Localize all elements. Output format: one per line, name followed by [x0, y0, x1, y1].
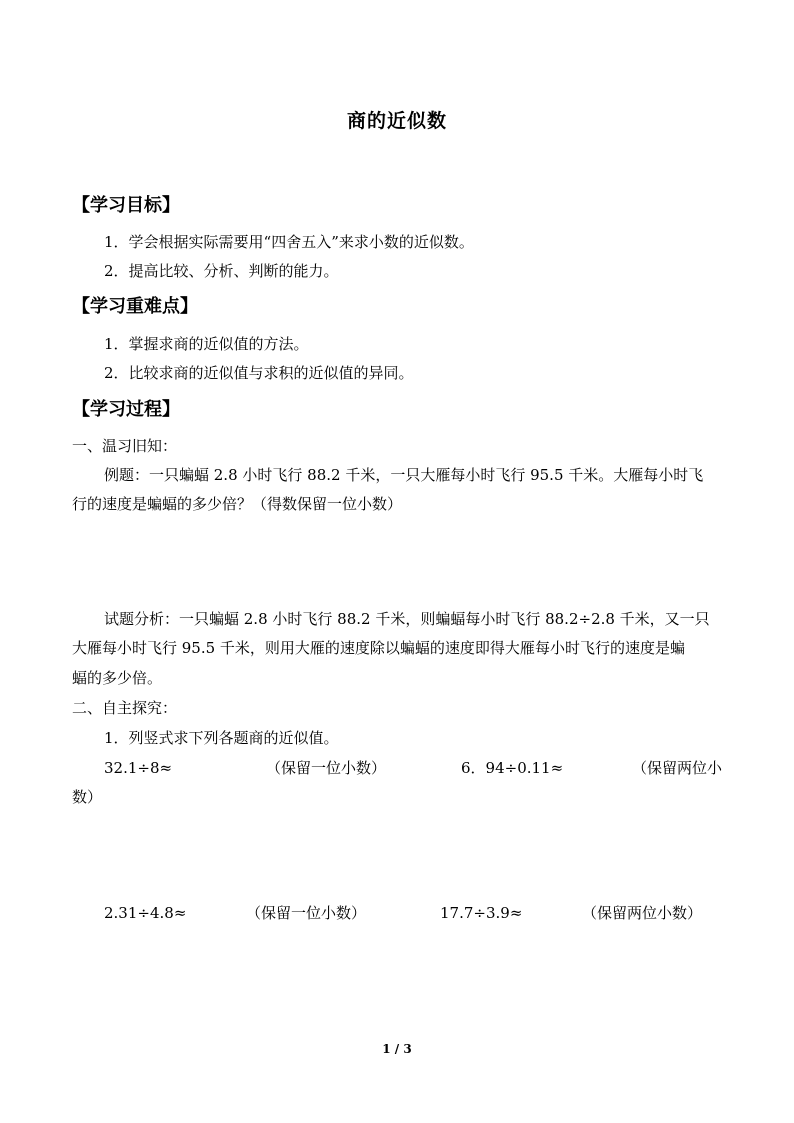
key-point-item-1: 1．掌握求商的近似值的方法。 [104, 335, 309, 353]
goal-item-1: 1．学会根据实际需要用“四舍五入”来求小数的近似数。 [104, 233, 474, 251]
example-line-2: 行的速度是蝙蝠的多少倍？（得数保留一位小数） [72, 495, 403, 513]
exercise-1-expression: 32.1÷8≈ [104, 759, 173, 777]
part2-task: 1．列竖式求下列各题商的近似值。 [104, 729, 339, 747]
exercise-2-note-wrap: 数） [72, 788, 103, 806]
exercise-2-note: （保留两位小 [632, 759, 723, 777]
exercise-2-expression: 6．94÷0.11≈ [461, 759, 564, 777]
goals-heading: 【学习目标】 [72, 195, 180, 216]
process-heading: 【学习过程】 [72, 399, 180, 420]
page-title: 商的近似数 [346, 110, 447, 132]
part1-heading: 一、温习旧知： [72, 437, 178, 455]
example-line-1: 例题：一只蝙蝠 2.8 小时飞行 88.2 千米，一只大雁每小时飞行 95.5 千米。大雁每小时飞 [104, 466, 704, 484]
analysis-line-3: 蝠的多少倍。 [72, 669, 163, 687]
exercise-3-expression: 2.31÷4.8≈ [104, 904, 187, 922]
key-points-heading: 【学习重难点】 [72, 296, 198, 317]
exercise-3-note: （保留一位小数） [246, 904, 367, 922]
exercise-4-expression: 17.7÷3.9≈ [440, 904, 523, 922]
exercise-1-note: （保留一位小数） [266, 759, 387, 777]
analysis-line-1: 试题分析：一只蝙蝠 2.8 小时飞行 88.2 千米，则蝙蝠每小时飞行 88.2÷2.8 千米，又一只 [104, 610, 710, 628]
key-point-item-2: 2．比较求商的近似值与求积的近似值的异同。 [104, 364, 414, 382]
goal-item-2: 2．提高比较、分析、判断的能力。 [104, 262, 339, 280]
page-number: 1 / 3 [382, 1042, 412, 1056]
part2-heading: 二、自主探究： [72, 699, 178, 717]
analysis-line-2: 大雁每小时飞行 95.5 千米，则用大雁的速度除以蝙蝠的速度即得大雁每小时飞行的速度是蝙 [72, 639, 685, 657]
exercise-4-note: （保留两位小数） [582, 904, 703, 922]
